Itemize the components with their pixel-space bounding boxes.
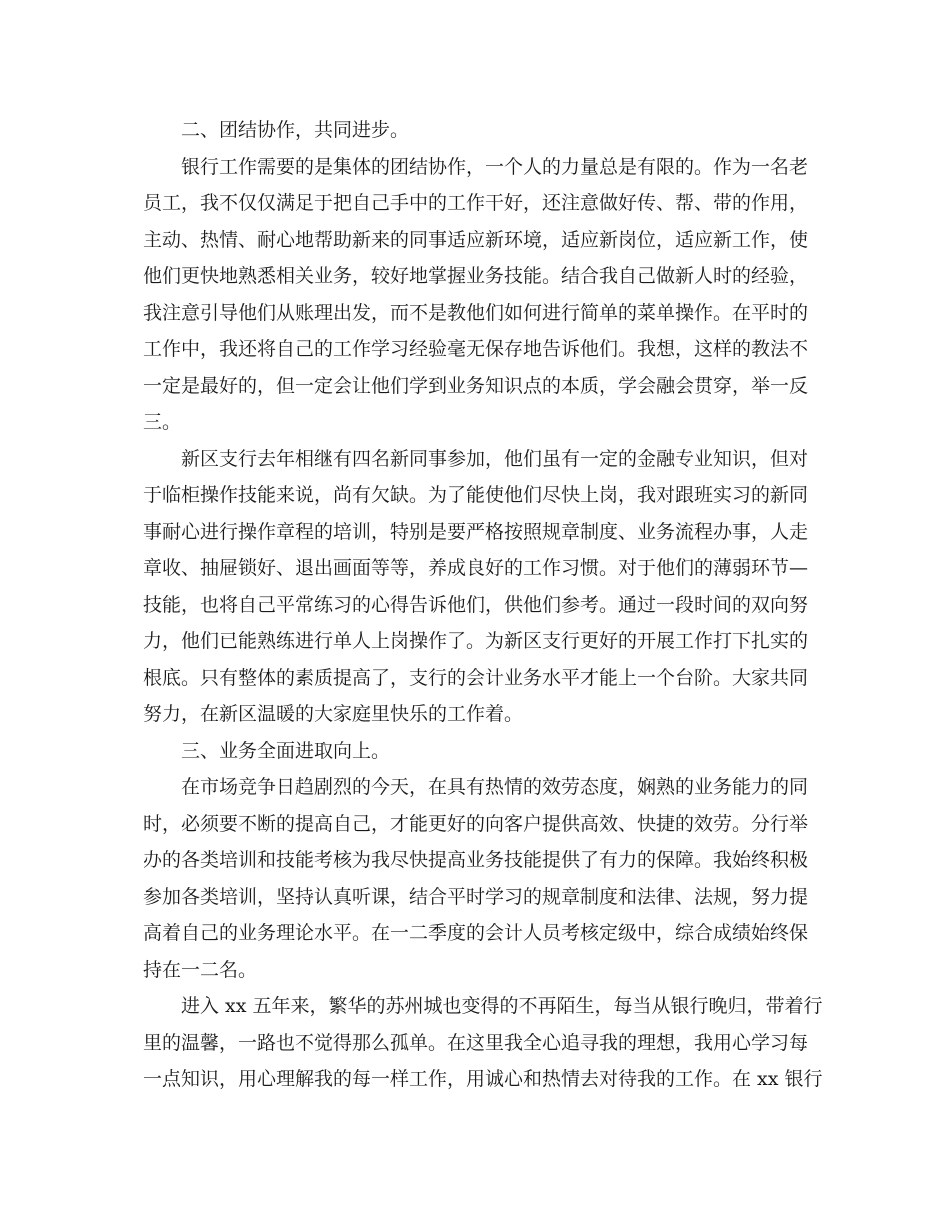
text-line	[143, 149, 807, 186]
text-line-content: 三。	[143, 411, 182, 433]
text-line-content: 一定是最好的，但一定会让他们学到业务知识点的本质，学会融会贯穿，举一反	[143, 374, 809, 397]
text-line-content: 工作中，我还将自己的工作学习经验毫无保存地告诉他们。我想，这样的教法不	[143, 338, 809, 360]
text-line-content: 章收、抽屉锁好、退出画面等等，养成良好的工作习惯。对于他们的薄弱环节—	[143, 557, 809, 579]
document-body	[143, 112, 823, 1098]
text-line	[143, 1061, 823, 1098]
text-line	[143, 733, 807, 770]
text-line-content: 二、团结协作，共同进步。	[181, 119, 410, 141]
text-line-content: 新区支行去年相继有四名新同事参加，他们虽有一定的金融专业知识，但对	[181, 447, 809, 470]
text-line	[143, 550, 807, 587]
text-line	[143, 222, 807, 259]
text-line	[143, 696, 807, 733]
text-line	[143, 587, 807, 624]
text-line	[143, 660, 807, 697]
text-line-content: 员工，我不仅仅满足于把自己手中的工作干好，还注意做好传、帮、带的作用，	[143, 192, 809, 214]
text-line-content: 办的各类培训和技能考核为我尽快提高业务技能提供了有力的保障。我始终积极	[143, 849, 809, 871]
text-line	[143, 368, 807, 405]
text-line-content: 他们更快地熟悉相关业务，较好地掌握业务技能。结合我自己做新人时的经验，	[143, 265, 809, 287]
text-line-content: 高着自己的业务理论水平。在一二季度的会计人员考核定级中，综合成绩始终保	[143, 922, 809, 944]
text-line-content: 在市场竞争日趋剧烈的今天，在具有热情的效劳态度，娴熟的业务能力的同	[181, 776, 809, 798]
text-line-content: 里的温馨，一路也不觉得那么孤单。在这里我全心追寻我的理想，我用心学习每	[143, 1031, 809, 1054]
text-line-content: 于临柜操作技能来说，尚有欠缺。为了能使他们尽快上岗，我对跟班实习的新同	[143, 484, 809, 506]
text-line	[143, 331, 807, 368]
text-line-content: 主动、热情、耐心地帮助新来的同事适应新环境，适应新岗位，适应新工作，使	[143, 228, 809, 251]
text-line-content: 事耐心进行操作章程的培训，特别是要严格按照规章制度、业务流程办事，人走	[143, 520, 809, 543]
text-line	[143, 441, 807, 478]
text-line-content: 持在一二名。	[143, 958, 258, 981]
text-line-content: 一点知识，用心理解我的每一样工作，用诚心和热情去对待我的工作。在 xx 银行	[143, 1068, 823, 1090]
text-line-content: 进入 xx 五年来，繁华的苏州城也变得的不再陌生，每当从银行晚归，带着行	[181, 995, 823, 1017]
text-line	[143, 879, 807, 916]
text-line-content: 银行工作需要的是集体的团结协作，一个人的力量总是有限的。作为一名老	[181, 155, 809, 178]
text-line	[143, 842, 807, 879]
text-line	[143, 952, 807, 989]
text-line-content: 力，他们已能熟练进行单人上岗操作了。为新区支行更好的开展工作打下扎实的	[143, 630, 809, 652]
text-line	[143, 295, 807, 332]
text-line	[143, 112, 807, 149]
text-line-content: 技能，也将自己平常练习的心得告诉他们，供他们参考。通过一段时间的双向努	[143, 593, 809, 616]
text-line	[143, 623, 807, 660]
text-line	[143, 477, 807, 514]
text-line-content: 三、业务全面进取向上。	[181, 739, 391, 762]
text-line	[143, 514, 807, 551]
text-line	[143, 404, 807, 441]
text-line-content: 参加各类培训，坚持认真听课，结合平时学习的规章制度和法律、法规，努力提	[143, 885, 809, 908]
text-line-content: 我注意引导他们从账理出发，而不是教他们如何进行简单的菜单操作。在平时的	[143, 301, 809, 324]
text-line-content: 时，必须要不断的提高自己，才能更好的向客户提供高效、快捷的效劳。分行举	[143, 812, 809, 835]
text-line	[143, 185, 807, 222]
text-line	[143, 988, 823, 1025]
text-line	[143, 915, 807, 952]
text-line	[143, 1025, 807, 1062]
text-line	[143, 806, 807, 843]
text-line-content: 根底。只有整体的素质提高了，支行的会计业务水平才能上一个台阶。大家共同	[143, 666, 809, 689]
text-line-content: 努力，在新区温暖的大家庭里快乐的工作着。	[143, 703, 524, 725]
text-line	[143, 769, 807, 806]
text-line	[143, 258, 807, 295]
